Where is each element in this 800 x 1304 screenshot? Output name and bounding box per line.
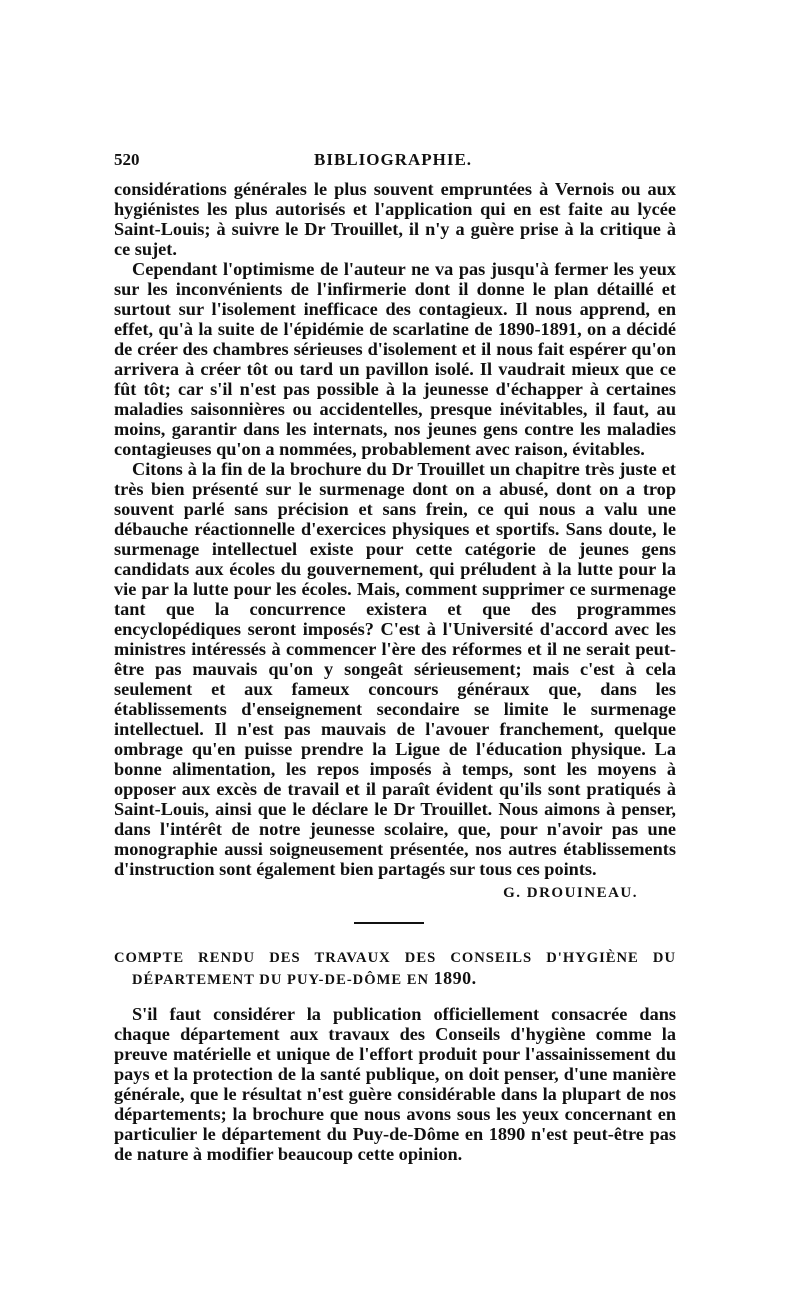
page-number: 520 [114, 150, 140, 169]
review-trouillet [114, 179, 676, 902]
review-paragraph: Cependant l'optimisme de l'auteur ne va pas jusqu'à fermer les yeux sur les inconvénients de l'infirmerie dont il donne le plan détaillé et surtout sur l'isolement inefficace des contagieux. Il nous apprend, en effet, qu'à la suite de l'épidémie de scarlatine de 1890-1891, on a décidé de créer des chambres sérieuses d'isolement et il nous fait espérer qu'on arrivera à créer tôt ou tard un pavillon isolé. Il vaudrait mieux que ce fût tôt; car s'il n'est pas possible à la jeunesse d'échapper à certaines maladies saisonnières ou accidentelles, presque inévitables, il faut, au moins, garantir dans les internats, nos jeunes gens contre les maladies contagieuses qu'on a nommées, probablement avec raison, évitables. [114, 259, 676, 459]
page-body [114, 179, 676, 1164]
review-paragraph: Citons à la fin de la brochure du Dr Trouillet un chapitre très juste et très bien présenté sur le surmenage dont on a abusé, dont on a trop souvent parlé sans précision et sans frein, ce qui nous a valu une débauche réactionnelle d'exercices physiques et sportifs. Sans doute, le surmenage intellectuel existe pour cette catégorie de jeunes gens candidats aux écoles du gouvernement, qui préludent à la lutte pour la vie par la lutte pour les écoles. Mais, comment supprimer ce surmenage tant que la concurrence existera et que des programmes encyclopédiques seront imposés? C'est à l'Université d'accord avec les ministres intéressés à commencer l'ère des réformes et il ne serait peut-être pas mauvais qu'on y songeât sérieusement; mais c'est à cela seulement et aux fameux concours généraux que, dans les établissements d'enseignement secondaire se limite le surmenage intellectuel. Il n'est pas mauvais de l'avouer franchement, quelque ombrage qu'en puisse prendre la Ligue de l'éducation physique. La bonne alimentation, les repos imposés à temps, sont les moyens à opposer aux excès de travail et il paraît évident qu'ils sont pratiqués à Saint-Louis, ainsi que le déclare le Dr Trouillet. Nous aimons à penser, dans l'intérêt de notre jeunesse scolaire, que, pour n'avoir pas une monographie aussi soigneusement présentée, nos autres établissements d'instruction sont également bien partagés sur tous ces points. [114, 459, 676, 879]
section-title-year: 1890. [433, 968, 477, 988]
review-puy-de-dome [114, 948, 676, 1164]
section-title [114, 948, 676, 990]
page-header [114, 150, 676, 172]
review-paragraph: S'il faut considérer la publication officiellement consacrée dans chaque département aux travaux des Conseils d'hygiène comme la preuve matérielle et unique de l'effort produit pour l'assainissement du pays et la protection de la santé publique, on doit penser, d'une manière générale, que le résultat n'est guère considérable dans la plupart de nos départements; la brochure que nous avons sous les yeux concernant en particulier le département du Puy-de-Dôme en 1890 n'est peut-être pas de nature à modifier beaucoup cette opinion. [114, 1004, 676, 1164]
running-title: BIBLIOGRAPHIE. [314, 150, 473, 169]
section-title-text: COMPTE RENDU DES TRAVAUX DES CONSEILS D'HYGIÈNE DU DÉPARTEMENT DU PUY-DE-DÔME EN [114, 950, 676, 988]
review-paragraph: considérations générales le plus souvent empruntées à Vernois ou aux hygiénistes les plus autorisés et l'application qui en est faite au lycée Saint-Louis; à suivre le Dr Trouillet, il n'y a guère prise à la critique à ce sujet. [114, 179, 676, 259]
section-body [114, 1004, 676, 1164]
section-divider [354, 922, 424, 924]
review-signature: G. DROUINEAU. [503, 885, 638, 901]
